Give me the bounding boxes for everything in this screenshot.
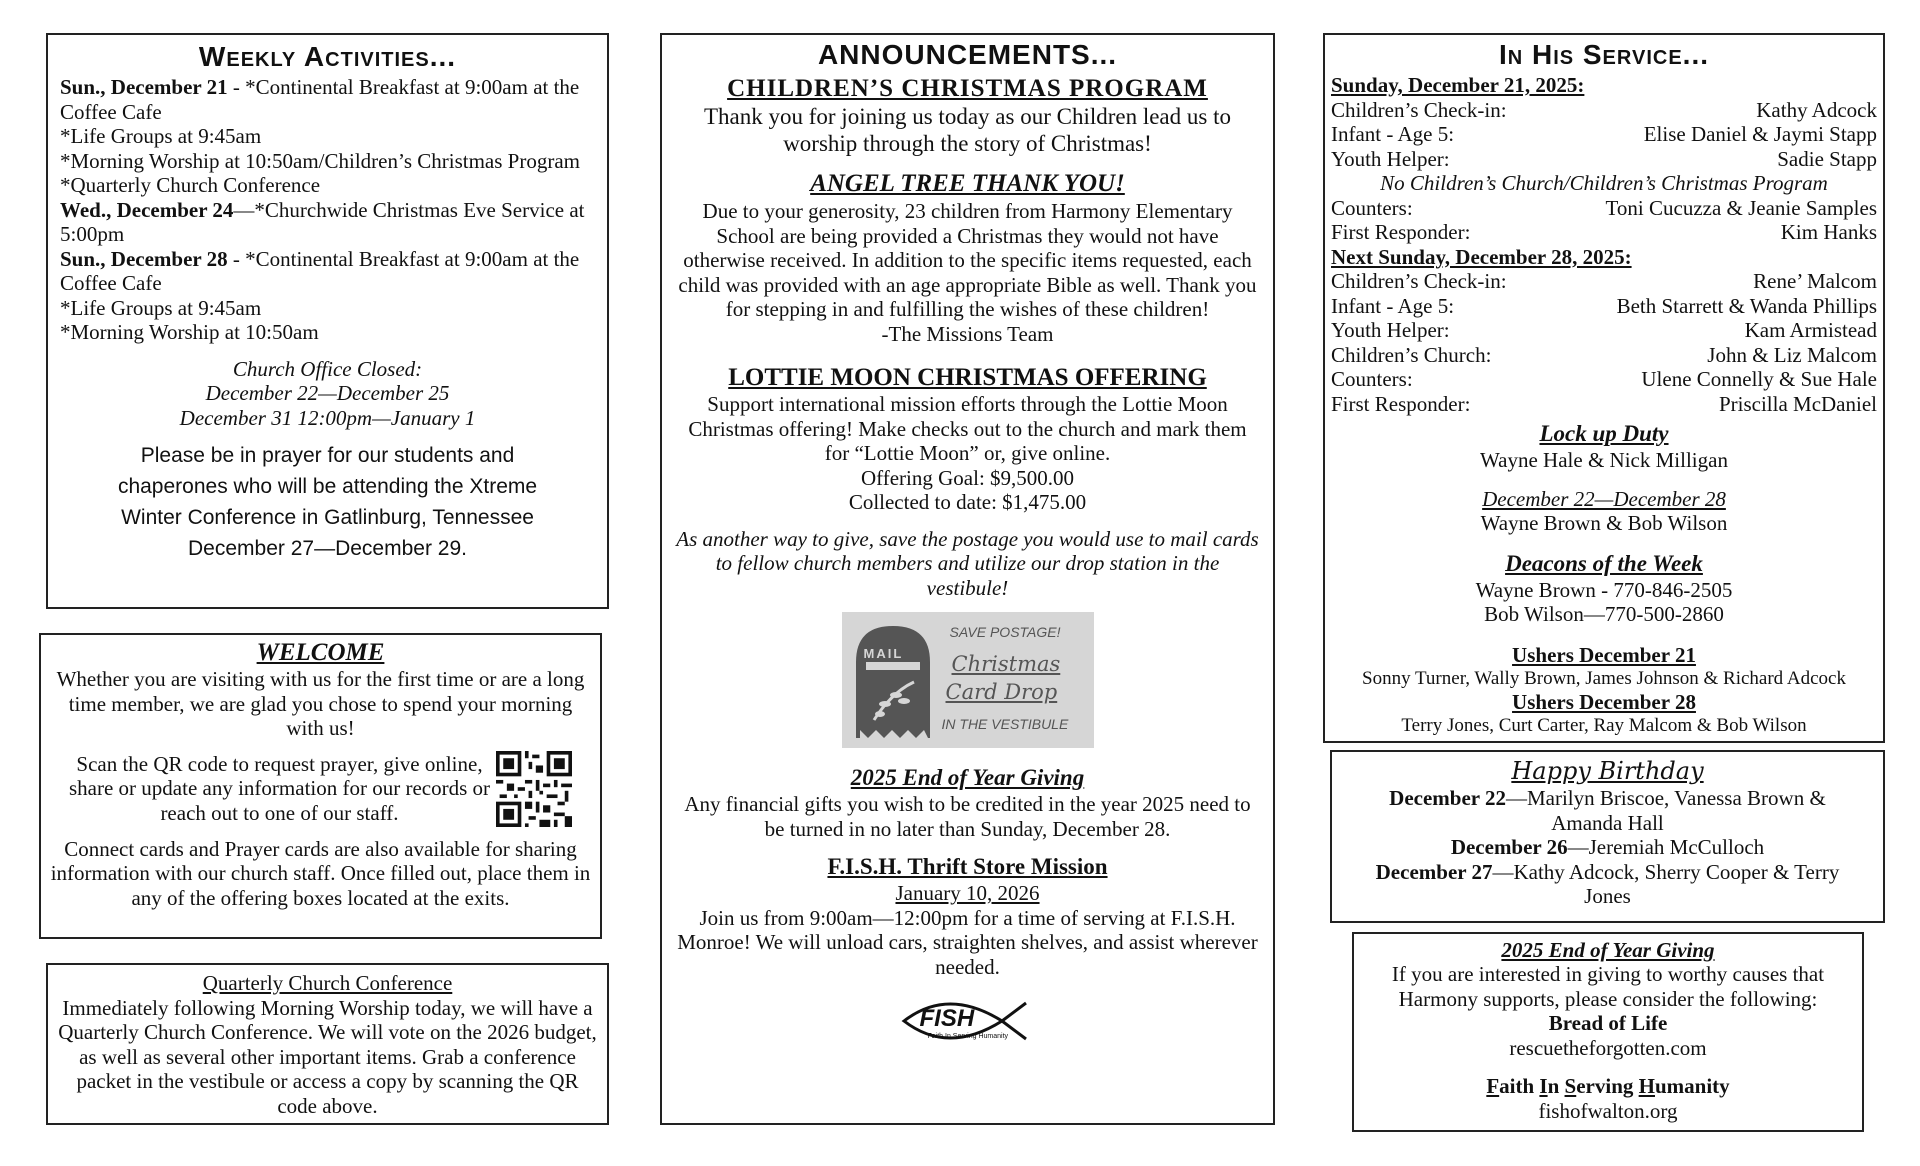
roster-name: Kim Hanks	[1780, 220, 1877, 244]
bread-of-life: Bread of Life	[1548, 1011, 1668, 1035]
life-groups-21: *Life Groups at 9:45am	[60, 124, 262, 148]
deacons-title: Deacons of the Week	[1505, 550, 1703, 576]
angel-tree-text: Due to your generosity, 23 children from Harmony Elementary School are being provided a Christmas they would not have otherwise received. In addition to the specific items requested, each child was provided with an age appropriate Bible as well. Thank you for stepping in and fulfilling the wishes of these children!	[678, 199, 1257, 321]
ushers-21-title: Ushers December 21	[1512, 642, 1696, 667]
deacon-2: Bob Wilson—770-500-2860	[1484, 602, 1724, 626]
office-closed-dates-2: December 31 12:00pm—January 1	[179, 405, 476, 430]
fish-word-aith: aith	[1499, 1074, 1540, 1098]
roster-row	[1331, 98, 1877, 123]
welcome-text: Whether you are visiting with us for the first time or are a long time member, we are glad you chose to spend your morning with us!	[56, 667, 585, 740]
sunday-28-heading: Next Sunday, December 28, 2025:	[1331, 244, 1632, 269]
qr-text: Scan the QR code to request prayer, give online, share or update any information for our records or reach out to one of our staff.	[69, 751, 491, 825]
roster-role: Youth Helper:	[1331, 146, 1450, 171]
quarterly-conference-21: *Quarterly Church Conference	[60, 173, 321, 197]
weekly-schedule	[60, 75, 595, 345]
service-title: In His Service...	[1498, 39, 1709, 70]
birthday-title: Happy Birthday	[1511, 757, 1704, 785]
christmas-program-title: CHILDREN’S CHRISTMAS PROGRAM	[727, 75, 1208, 102]
roster-role: Infant - Age 5:	[1331, 122, 1455, 146]
deacon-1: Wayne Brown - 770-846-2505	[1475, 577, 1733, 602]
ushers-21-names: Sonny Turner, Wally Brown, James Johnson & Richard Adcock	[1362, 667, 1846, 689]
conference-title: Quarterly Church Conference	[202, 971, 453, 995]
fish-logo-subtext: Faith In Serving Humanity	[927, 1033, 1009, 1040]
lottie-moon-title: LOTTIE MOON CHRISTMAS OFFERING	[728, 364, 1207, 391]
welcome-title: WELCOME	[256, 639, 385, 666]
roster-role: Infant - Age 5:	[1331, 293, 1455, 318]
lottie-moon-goal: Offering Goal: $9,500.00	[860, 465, 1075, 490]
roster-name: Kam Armistead	[1744, 318, 1877, 342]
roster-name: Beth Starrett & Wanda Phillips	[1616, 293, 1877, 318]
conference-box	[46, 963, 609, 1125]
sun-28-breakfast: - *Continental Breakfast at 9:00am at the Coffee Cafe	[60, 246, 580, 295]
birthday-names-26: —Jeremiah McCulloch	[1567, 835, 1765, 859]
roster-name: Sadie Stapp	[1777, 146, 1877, 171]
office-closed-dates-1: December 22—December 25	[205, 381, 450, 405]
birthday-box	[1330, 750, 1885, 923]
angel-tree-signature: -The Missions Team	[881, 321, 1054, 346]
date-wed-24: Wed., December 24	[60, 197, 234, 222]
date-sun-21: Sun., December 21	[60, 75, 228, 99]
birthday-date-26: December 26	[1450, 835, 1568, 859]
roster-role: Counters:	[1331, 195, 1413, 220]
weekly-activities-box	[46, 33, 609, 609]
mailbox-icon	[852, 622, 934, 742]
in-the-vestibule-text: IN THE VESTIBULE	[941, 716, 1069, 732]
fish-word-umanity: umanity	[1654, 1074, 1730, 1098]
roster-role: First Responder:	[1331, 391, 1471, 416]
end-of-year-2-text: If you are interested in giving to worthy causes that Harmony supports, please consider the following:	[1391, 962, 1825, 1011]
fish-logo	[898, 991, 1038, 1051]
sunday-28-roster	[1331, 269, 1877, 416]
christmas-eve-service: —*Churchwide Christmas Eve Service at 5:00pm	[60, 197, 585, 246]
morning-worship-21: *Morning Worship at 10:50am/Children’s Christmas Program	[60, 148, 580, 173]
ushers-28-names: Terry Jones, Curt Carter, Ray Malcom & Bob Wilson	[1401, 714, 1807, 736]
roster-row	[1331, 220, 1877, 245]
lock-up-title: Lock up Duty	[1539, 421, 1669, 446]
lock-up-names-2: Wayne Brown & Bob Wilson	[1480, 511, 1728, 535]
conference-text: Immediately following Morning Worship today, we will have a Quarterly Church Conference. We will vote on the 2026 budget, as well as several other important items. Grab a conference packet in the vestibule or access a copy by scanning the QR code above.	[58, 995, 597, 1118]
roster-row	[1331, 392, 1877, 417]
end-of-year-box	[1352, 932, 1864, 1132]
qr-row	[49, 751, 592, 827]
fish-letter-h: H	[1638, 1074, 1655, 1098]
fish-letter-f: F	[1486, 1074, 1500, 1098]
roster-role: Children’s Check-in:	[1331, 269, 1507, 293]
date-sun-28: Sun., December 28	[60, 246, 228, 271]
roster-name: Priscilla McDaniel	[1718, 391, 1877, 416]
roster-row	[1331, 318, 1877, 343]
roster-row	[1331, 294, 1877, 319]
end-of-year-2-title: 2025 End of Year Giving	[1501, 938, 1715, 962]
announcements-title: ANNOUNCEMENTS...	[817, 39, 1118, 70]
roster-row	[1331, 196, 1877, 221]
roster-name: Kathy Adcock	[1756, 97, 1877, 122]
office-closed-title: Church Office Closed:	[232, 356, 423, 381]
roster-row	[1331, 122, 1877, 147]
roster-role: Counters:	[1331, 367, 1413, 391]
connect-cards-text: Connect cards and Prayer cards are also available for sharing information with our church staff. Once filled out, place them in any of the offering boxes located at the exits.	[50, 836, 591, 910]
angel-tree-title: ANGEL TREE THANK YOU!	[810, 170, 1125, 197]
fish-letter-s: S	[1564, 1074, 1577, 1098]
fish-word-erving: erving	[1576, 1074, 1639, 1098]
mail-label: MAIL	[863, 646, 904, 661]
end-of-year-title: 2025 End of Year Giving	[850, 765, 1085, 790]
sunday-21-heading: Sunday, December 21, 2025:	[1331, 73, 1585, 97]
welcome-box	[39, 633, 602, 939]
faith-in-serving-humanity	[1370, 1074, 1846, 1099]
roster-name: Ulene Connelly & Sue Hale	[1641, 367, 1877, 391]
card-drop-graphic	[842, 612, 1094, 748]
roster-row	[1331, 269, 1877, 294]
christmas-card-drop-line2: Card Drop	[945, 680, 1058, 704]
roster-row	[1331, 343, 1877, 368]
roster-name: Rene’ Malcom	[1753, 269, 1877, 293]
fish-word-n: n	[1547, 1074, 1565, 1098]
birthday-date-22: December 22	[1389, 786, 1506, 810]
sunday-21-roster-2	[1331, 196, 1877, 245]
fish-logo-text: FISH	[919, 1005, 975, 1032]
service-box	[1323, 33, 1885, 743]
lottie-moon-collected: Collected to date: $1,475.00	[848, 490, 1087, 514]
fish-url[interactable]: fishofwalton.org	[1538, 1098, 1678, 1123]
birthday-names-27: —Kathy Adcock, Sherry Cooper & Terry Jones	[1492, 859, 1840, 908]
weekly-activities-title: Weekly Activities...	[198, 41, 457, 72]
sun-21-breakfast: - *Continental Breakfast at 9:00am at the Coffee Cafe	[60, 75, 580, 124]
sunday-21-roster	[1331, 98, 1877, 172]
roster-row	[1331, 367, 1877, 392]
prayer-request: Please be in prayer for our students and chaperones who will be attending the Xtreme Winter Conference in Gatlinburg, Tennessee December 27—December 29.	[117, 444, 538, 560]
roster-role: Youth Helper:	[1331, 318, 1450, 342]
fish-text: Join us from 9:00am—12:00pm for a time of serving at F.I.S.H. Monroe! We will unload cars, straighten shelves, and assist wherever needed.	[677, 905, 1258, 979]
ushers-28-title: Ushers December 28	[1512, 689, 1696, 714]
roster-name: Elise Daniel & Jaymi Stapp	[1643, 122, 1877, 146]
christmas-program-text: Thank you for joining us today as our Children lead us to worship through the story of Christmas!	[703, 104, 1231, 156]
no-childrens-church: No Children’s Church/Children’s Christmas Program	[1380, 171, 1828, 195]
end-of-year-text: Any financial gifts you wish to be credited in the year 2025 need to be turned in no later than Sunday, December 28.	[684, 792, 1251, 841]
lock-up-names-1: Wayne Hale & Nick Milligan	[1480, 448, 1728, 472]
fish-title: F.I.S.H. Thrift Store Mission	[827, 854, 1108, 879]
lottie-moon-text: Support international mission efforts through the Lottie Moon Christmas offering! Make checks out to the church and mark them for “Lottie Moon” or, give online.	[688, 392, 1247, 465]
fish-date: January 10, 2026	[895, 881, 1040, 905]
qr-code-icon[interactable]	[496, 751, 572, 827]
save-postage-text: SAVE POSTAGE!	[949, 624, 1061, 640]
life-groups-28: *Life Groups at 9:45am	[60, 295, 262, 320]
morning-worship-28: *Morning Worship at 10:50am	[60, 320, 319, 344]
fish-letter-i: I	[1539, 1074, 1548, 1098]
birthday-date-27: December 27	[1375, 859, 1493, 884]
roster-role: Children’s Church:	[1331, 342, 1492, 367]
roster-role: Children’s Check-in:	[1331, 97, 1507, 122]
lock-up-dates: December 22—December 28	[1482, 486, 1726, 511]
bread-of-life-url[interactable]: rescuetheforgotten.com	[1509, 1035, 1707, 1060]
roster-name: Toni Cucuzza & Jeanie Samples	[1605, 195, 1877, 220]
roster-name: John & Liz Malcom	[1707, 342, 1877, 367]
christmas-card-drop-line1: Christmas	[951, 652, 1061, 676]
postage-text: As another way to give, save the postage you would use to mail cards to fellow church members and utilize our drop station in the vestibule!	[676, 526, 1259, 600]
announcements-box	[660, 33, 1275, 1125]
roster-row	[1331, 147, 1877, 172]
roster-role: First Responder:	[1331, 220, 1471, 244]
office-closed	[60, 357, 595, 431]
birthday-names-22: —Marilyn Briscoe, Vanessa Brown & Amanda Hall	[1505, 786, 1826, 835]
